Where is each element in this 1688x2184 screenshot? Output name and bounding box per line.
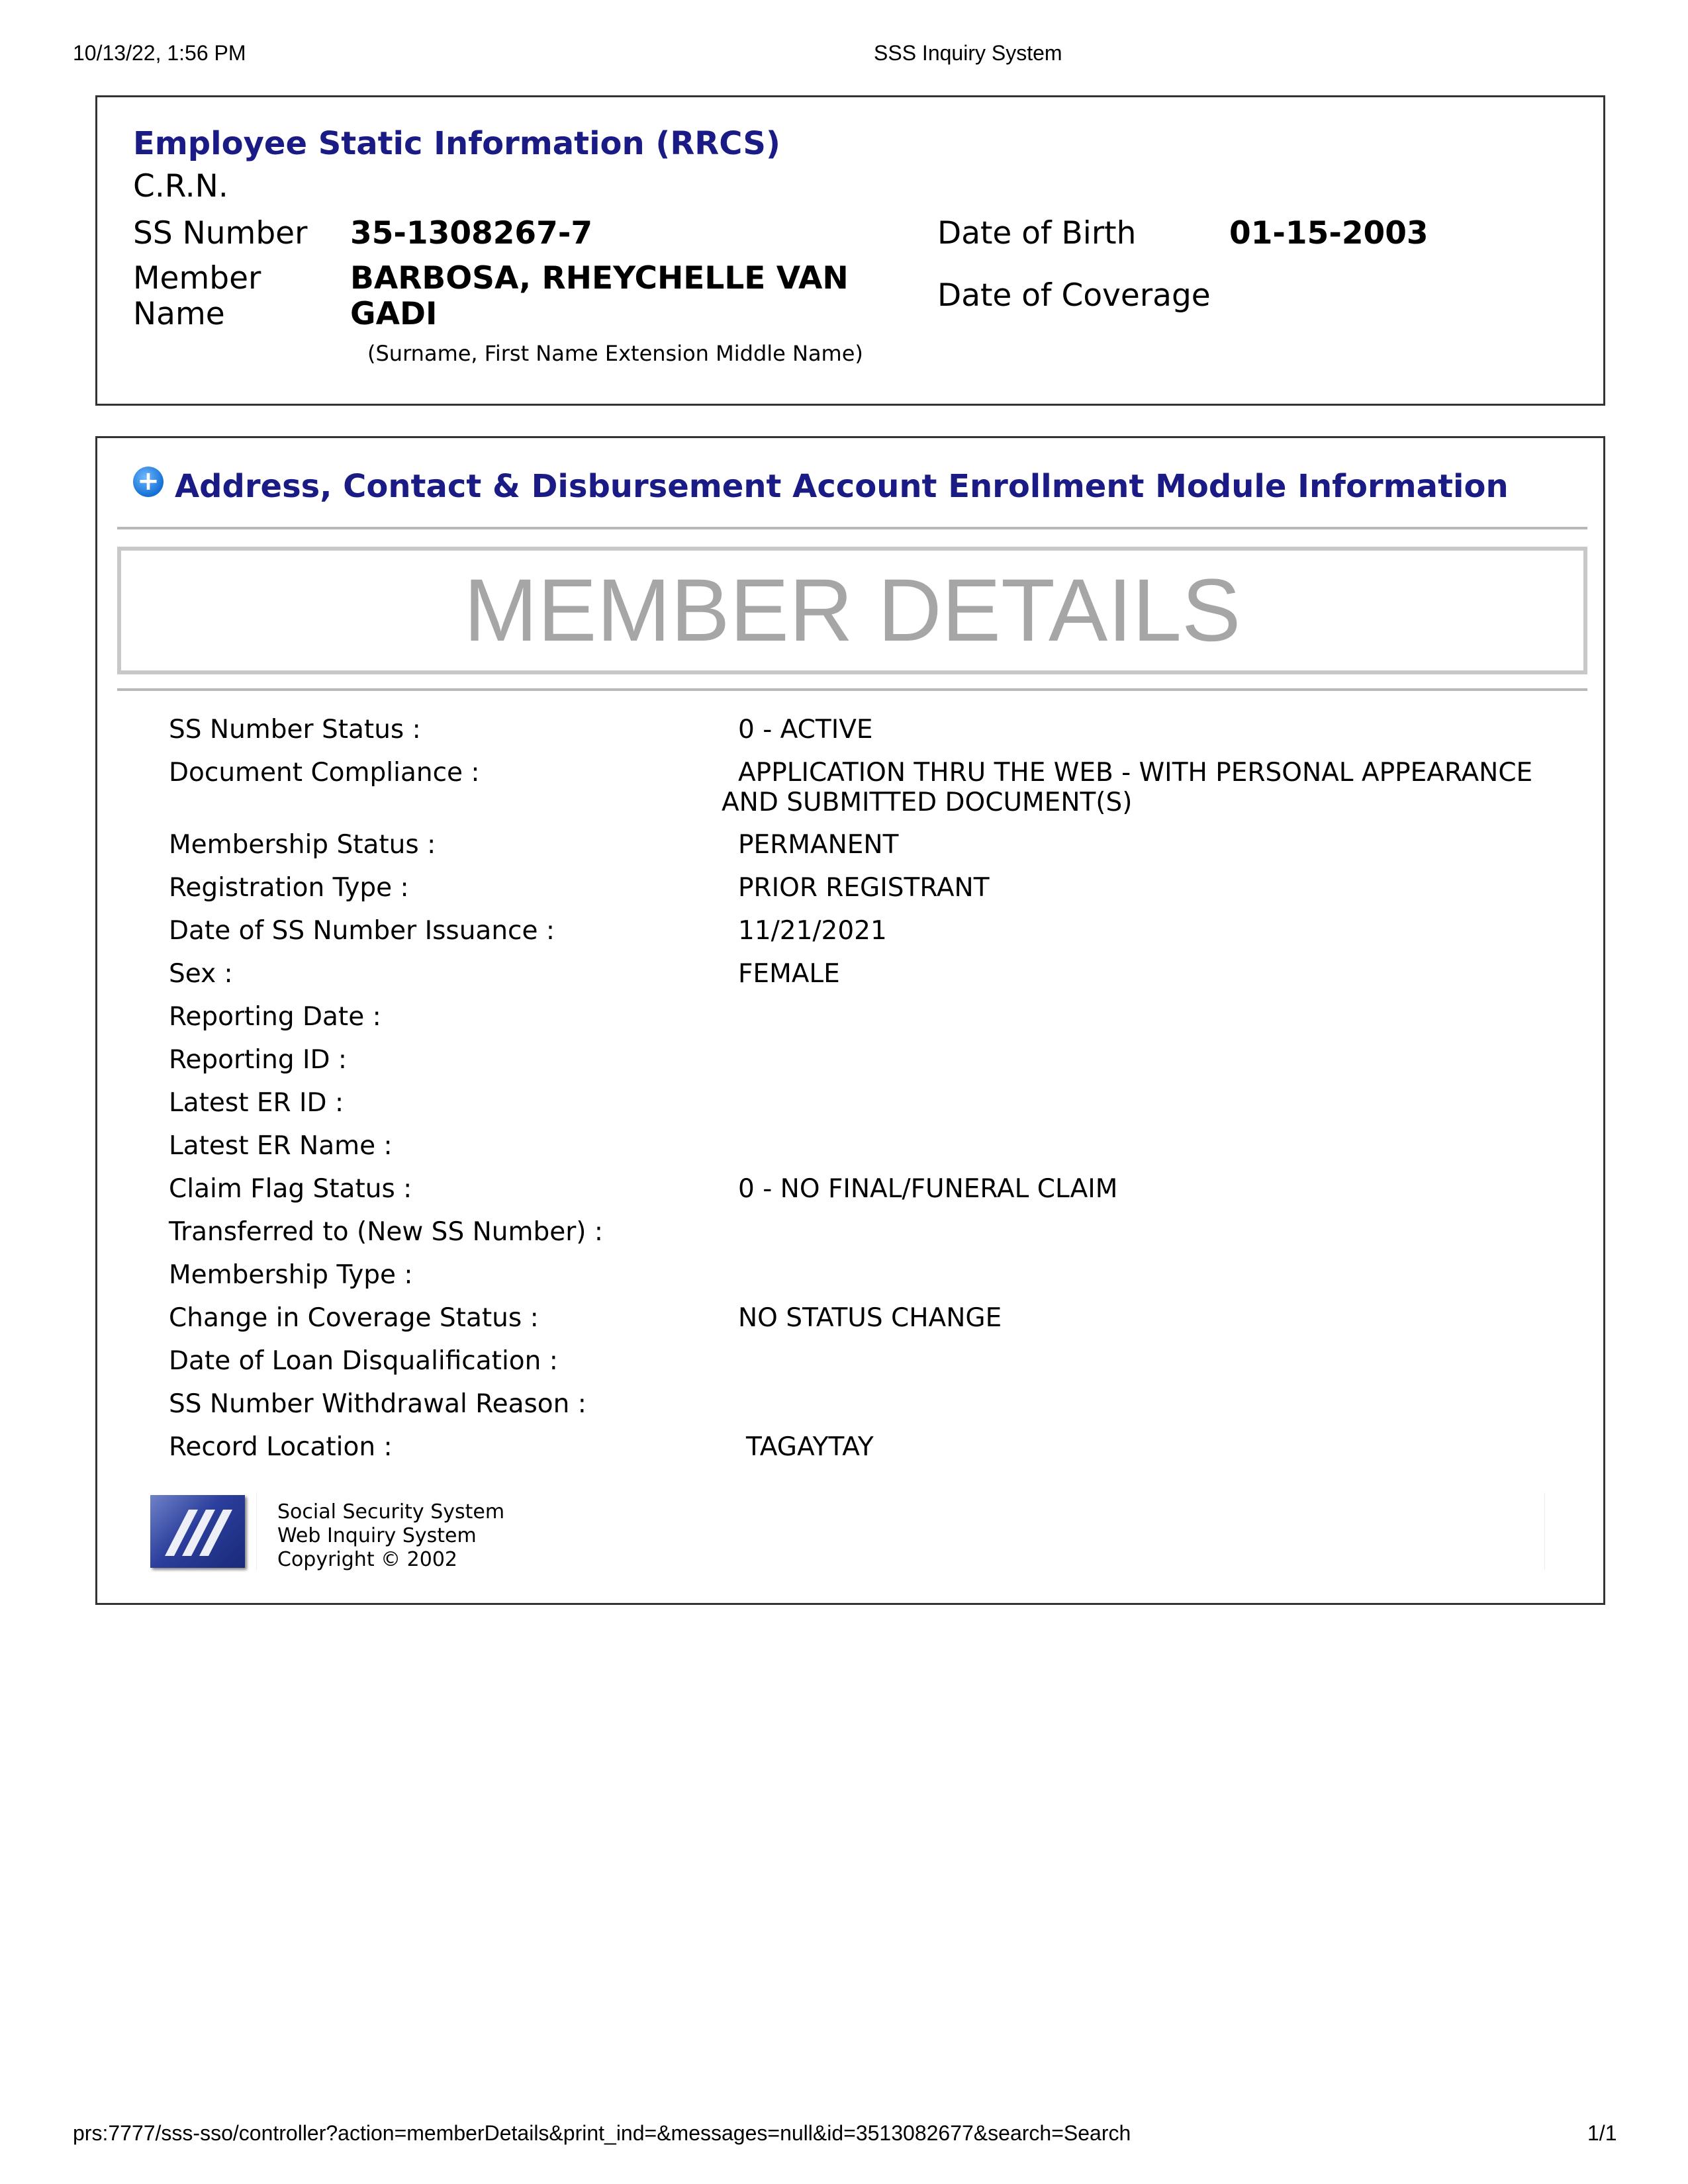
divider-bottom <box>117 688 1587 691</box>
detail-label: Latest ER Name : <box>169 1131 393 1161</box>
detail-value: 11/21/2021 <box>738 916 887 946</box>
detail-label: Claim Flag Status : <box>169 1174 412 1204</box>
detail-label: Reporting Date : <box>169 1002 381 1032</box>
detail-label: SS Number Status : <box>169 715 421 745</box>
detail-label: Latest ER ID : <box>169 1088 344 1118</box>
member-name-line2: GADI <box>350 296 438 332</box>
divider-top <box>117 527 1587 529</box>
print-page-title: SSS Inquiry System <box>874 41 1062 65</box>
detail-value: NO STATUS CHANGE <box>738 1303 1002 1333</box>
member-name-label-line1: Member <box>133 260 261 296</box>
member-details-banner-text: MEMBER DETAILS <box>463 561 1241 660</box>
detail-label: Membership Type : <box>169 1260 413 1290</box>
footer-line-1: Social Security System <box>277 1500 505 1524</box>
detail-value: APPLICATION THRU THE WEB - WITH PERSONAL APPEARANCE <box>738 758 1533 788</box>
detail-value: 0 - ACTIVE <box>738 715 873 745</box>
detail-label: Registration Type : <box>169 873 409 903</box>
member-details-banner <box>117 547 1587 674</box>
module-info-panel <box>95 436 1605 1605</box>
detail-value: TAGAYTAY <box>746 1432 874 1462</box>
footer-line-3: Copyright © 2002 <box>277 1548 458 1571</box>
detail-value: FEMALE <box>738 959 840 989</box>
detail-label: Transferred to (New SS Number) : <box>169 1217 604 1247</box>
member-name-label-line2: Name <box>133 296 225 332</box>
dob-value: 01-15-2003 <box>1229 215 1429 251</box>
detail-value: 0 - NO FINAL/FUNERAL CLAIM <box>738 1174 1118 1204</box>
crn-label: C.R.N. <box>133 168 228 205</box>
plus-circle-icon[interactable]: + <box>133 467 164 497</box>
employee-static-info-panel <box>95 95 1605 406</box>
detail-label: SS Number Withdrawal Reason : <box>169 1389 586 1419</box>
footer-line-2: Web Inquiry System <box>277 1524 477 1547</box>
ss-number-label: SS Number <box>133 215 308 251</box>
sss-logo <box>150 1495 245 1568</box>
member-name-line1: BARBOSA, RHEYCHELLE VAN <box>350 260 849 296</box>
detail-label: Membership Status : <box>169 830 436 860</box>
detail-label: Record Location : <box>169 1432 393 1462</box>
print-page-number: 1/1 <box>1587 2121 1617 2145</box>
print-datetime: 10/13/22, 1:56 PM <box>73 41 246 65</box>
detail-label: Sex : <box>169 959 233 989</box>
coverage-label: Date of Coverage <box>937 277 1211 314</box>
detail-label: Date of Loan Disqualification : <box>169 1346 558 1376</box>
detail-label: Date of SS Number Issuance : <box>169 916 555 946</box>
detail-value: PERMANENT <box>738 830 899 860</box>
detail-value: PRIOR REGISTRANT <box>738 873 990 903</box>
detail-label: Reporting ID : <box>169 1045 348 1075</box>
print-url: prs:7777/sss-sso/controller?action=memberDetails&print_ind=&messages=null&id=3513082677&search=Search <box>73 2121 1131 2145</box>
detail-label: Change in Coverage Status : <box>169 1303 539 1333</box>
detail-label: Document Compliance : <box>169 758 480 788</box>
ss-number-value: 35-1308267-7 <box>350 215 593 251</box>
name-format-note: (Surname, First Name Extension Middle Name) <box>367 341 863 366</box>
footer-text <box>277 1500 504 1572</box>
dob-label: Date of Birth <box>937 215 1137 251</box>
employee-info-title: Employee Static Information (RRCS) <box>133 125 780 162</box>
sss-logo-mark <box>150 1495 245 1568</box>
module-title: Address, Contact & Disbursement Account Enrollment Module Information <box>175 468 1509 505</box>
detail-value-continuation: AND SUBMITTED DOCUMENT(S) <box>722 788 1133 817</box>
